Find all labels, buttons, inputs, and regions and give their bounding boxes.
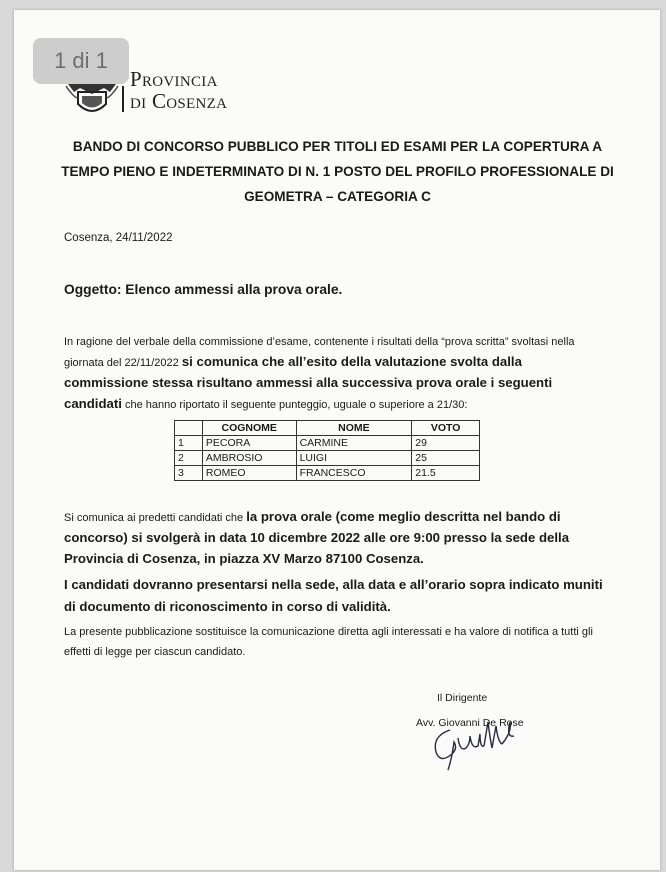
heading-line: TEMPO PIENO E INDETERMINATO DI N. 1 POSTO DEL PROFILO PROFESSIONALE DI xyxy=(61,164,614,179)
heading-line: GEOMETRA – CATEGORIA C xyxy=(244,189,431,204)
logo-line-1: Provincia xyxy=(130,67,218,91)
table-row xyxy=(175,466,480,481)
candidates-table xyxy=(174,420,480,481)
cell-surname: AMBROSIO xyxy=(202,451,296,466)
header-name: NOME xyxy=(296,421,412,436)
exam-paragraph xyxy=(64,507,609,570)
intro-paragraph xyxy=(64,332,609,415)
header-score: VOTO xyxy=(412,421,480,436)
header-index xyxy=(175,421,203,436)
exam-text-bold: la prova orale (come meglio descritta nel bando di concorso) si svolgerà in data 10 dicembre 2022 alle ore 9:00 presso la sede della Provincia di Cosenza, in piazza XV Marzo 87100 Cosenza. xyxy=(64,509,570,566)
coat-of-arms-icon xyxy=(64,78,120,118)
cell-score: 29 xyxy=(412,436,480,451)
cell-index: 3 xyxy=(175,466,203,481)
logo-divider xyxy=(122,86,124,112)
intro-text-2: che hanno riportato il seguente punteggio, uguale o superiore a 21/30: xyxy=(121,399,468,411)
cell-surname: PECORA xyxy=(202,436,296,451)
cell-score: 25 xyxy=(412,451,480,466)
exam-text: Si comunica ai predetti candidati che xyxy=(64,512,247,524)
heading-line: BANDO DI CONCORSO PUBBLICO PER TITOLI ED ESAMI PER LA COPERTURA A xyxy=(72,139,603,154)
document-subject: Oggetto: Elenco ammessi alla prova orale. xyxy=(64,282,343,297)
signatory-name: Avv. Giovanni De Rose xyxy=(416,717,524,729)
intro-text-1: In ragione del verbale della commissione d’esame, contenente i risultati della “prova scritta” svoltasi nella giornata del 22/11/2022 xyxy=(64,336,575,369)
table-header-row xyxy=(175,421,480,436)
document-heading xyxy=(60,134,615,209)
header-surname: COGNOME xyxy=(202,421,296,436)
cell-name: LUIGI xyxy=(296,451,412,466)
instructions-paragraph: I candidati dovranno presentarsi nella sede, alla data e all’orario sopra indicato muniti di documento di riconoscimento in corso di validità. xyxy=(64,577,603,614)
signatory-title: Il Dirigente xyxy=(437,692,488,704)
notice-paragraph: La presente pubblicazione sostituisce la comunicazione diretta agli interessati e ha valore di notifica a tutti gli effetti di legge per ciascun candidato. xyxy=(64,626,593,658)
cell-index: 2 xyxy=(175,451,203,466)
logo-text xyxy=(130,68,227,112)
table-row xyxy=(175,451,480,466)
cell-index: 1 xyxy=(175,436,203,451)
cell-surname: ROMEO xyxy=(202,466,296,481)
cell-score: 21.5 xyxy=(412,466,480,481)
table-row xyxy=(175,436,480,451)
document-date: Cosenza, 24/11/2022 xyxy=(64,232,173,244)
handwritten-signature xyxy=(422,708,532,778)
logo-line-2: di Cosenza xyxy=(130,89,228,113)
cell-name: FRANCESCO xyxy=(296,466,412,481)
cell-name: CARMINE xyxy=(296,436,412,451)
intro-text-bold: si comunica che all’esito della valutazione svolta dalla commissione stessa risultano ammessi alla successiva prova orale i seguenti candidati xyxy=(64,354,553,411)
page-counter: 1 di 1 xyxy=(33,38,129,84)
